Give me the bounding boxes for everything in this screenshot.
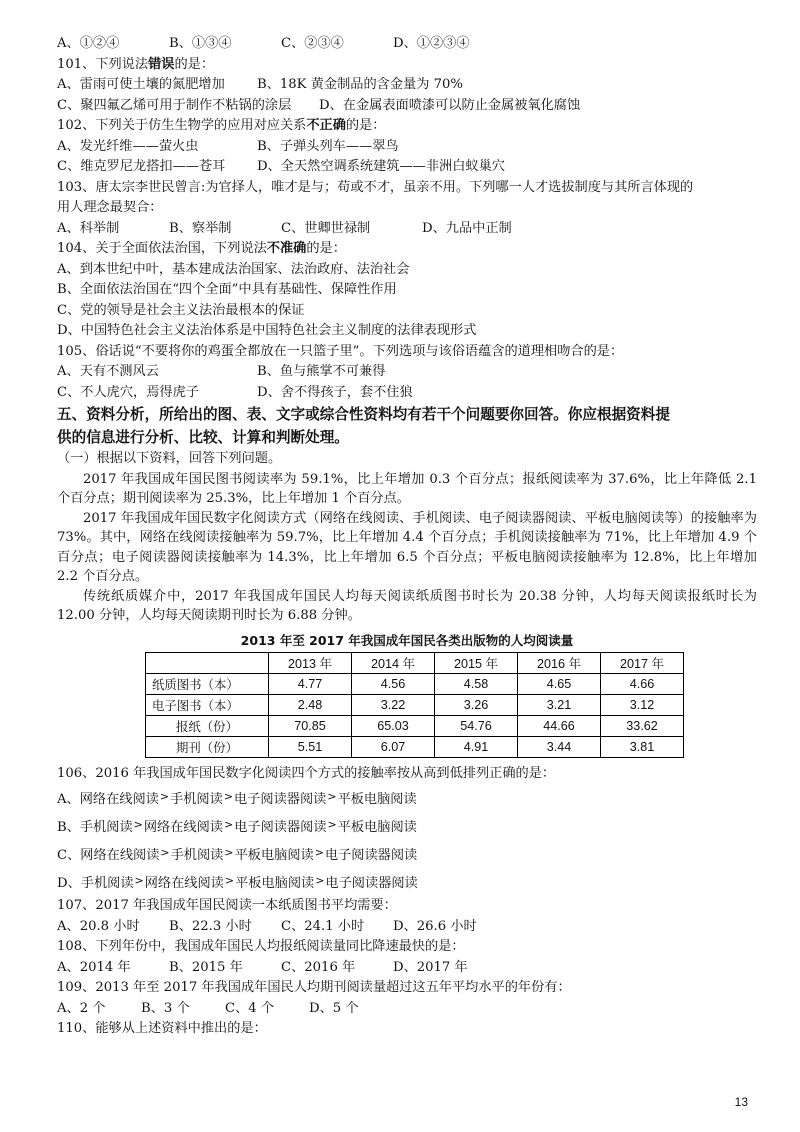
table-col-header: 2013 年 [269, 652, 352, 673]
reading-table [145, 652, 684, 758]
q102-options-row1: A、发光纤维——萤火虫 B、子弹头列车——翠鸟 [57, 138, 399, 154]
paragraph-1: 2017 年我国成年国民图书阅读率为 59.1%，比上年增加 0.3 个百分点；报纸阅读率为 37.6%，比上年降低 2.1 个百分点；期刊阅读率为 25.3%，比上年增加 1 个百分点。 [57, 471, 757, 506]
table-cell: 3.21 [518, 694, 601, 715]
greater-than-sign: > [160, 846, 170, 859]
table-cell: 4.65 [518, 673, 601, 694]
q104-option-d: D、中国特色社会主义法治体系是中国特色社会主义制度的法律表现形式 [57, 323, 477, 338]
option-item: 电子阅读器阅读 [234, 792, 327, 807]
greater-than-sign: > [159, 790, 170, 803]
prev-question-options [57, 34, 757, 55]
question-107: 107、2017 年我国成年国民阅读一本纸质图书平均需要： [57, 898, 397, 913]
table-cell: 3.26 [435, 694, 518, 715]
greater-than-sign: > [224, 874, 235, 887]
q101-options-row2: C、聚四氟乙烯可用于制作不粘锅的涂层 D、在金属表面喷漆可以防止金属被氧化腐蚀 [57, 97, 581, 113]
option-a: A、①②④ [57, 36, 120, 51]
table-cell: 6.07 [352, 736, 435, 757]
q106-options [57, 784, 757, 896]
option-item: 电子阅读器阅读 [325, 876, 418, 891]
table-row [146, 694, 684, 715]
q106-option-c [57, 840, 757, 868]
table-col-header: 2014 年 [352, 652, 435, 673]
section-heading: 五、资料分析，所给出的图、表、文字或综合性资料均有若干个问题要你回答。你应根据资料提 [57, 406, 670, 423]
option-item: 电子阅读器阅读 [324, 848, 418, 863]
q105-options-row2: C、不人虎穴，焉得虎子 D、舍不得孩子，套不住狼 [57, 384, 413, 400]
greater-than-sign: > [223, 790, 234, 803]
q102-options-row2: C、维克罗尼龙搭扣——苍耳 D、全天然空调系统建筑——非洲白蚁巢穴 [57, 159, 505, 174]
table-cell: 4.91 [435, 736, 518, 757]
option-item: 平板电脑阅读 [337, 820, 417, 835]
table-col-header: 2017 年 [601, 652, 684, 673]
option-item: 平板电脑阅读 [234, 848, 314, 863]
q105-options-row1: A、天有不测风云 B、鱼与熊掌不可兼得 [57, 364, 386, 379]
question-102: 102、下列关于仿生生物学的应用对应关系不正确的是： [57, 118, 386, 133]
option-prefix: D、 [57, 876, 81, 891]
q106-option-b [57, 812, 757, 840]
table-row [146, 736, 684, 757]
table-header-row [146, 652, 684, 673]
q104-option-a: A、到本世纪中叶，基本建成法治国家、法治政府、法治社会 [57, 261, 410, 277]
table-cell: 3.44 [518, 736, 601, 757]
question-104: 104、关于全面依法治国，下列说法不准确的是： [57, 241, 346, 256]
greater-than-sign: > [223, 818, 234, 831]
option-prefix: C、 [57, 848, 81, 863]
table-cell: 4.56 [352, 673, 435, 694]
q108-options: A、2014 年 B、2015 年 C、2016 年 D、2017 年 [57, 959, 468, 975]
row-label: 期刊（份） [146, 736, 269, 757]
row-label: 纸质图书（本） [146, 673, 269, 694]
option-item: 手机阅读 [79, 820, 133, 835]
table-cell: 4.77 [269, 673, 352, 694]
row-label: 电子图书（本） [146, 694, 269, 715]
table-cell: 54.76 [435, 715, 518, 736]
q104-option-b: B、全面依法治国在“四个全面”中具有基础性、保障性作用 [57, 282, 397, 297]
option-item: 手机阅读 [170, 848, 224, 863]
question-105: 105、俗话说“不要将你的鸡蛋全都放在一只篮子里”。下列选项与该俗语蕴含的道理相吻合的是： [57, 343, 624, 359]
q106-option-a [57, 784, 757, 812]
option-c: C、②③④ [281, 36, 344, 51]
paragraph-3: 传统纸质媒介中，2017 年我国成年国民人均每天阅读纸质图书时长为 20.38 分钟，人均每天阅读报纸时长为 12.00 分钟，人均每天阅读期刊时长为 6.88 分钟。 [57, 588, 757, 623]
table-cell: 65.03 [352, 715, 435, 736]
option-item: 手机阅读 [80, 876, 134, 891]
option-item: 手机阅读 [170, 792, 223, 807]
question-106: 106、2016 年我国成年国民数字化阅读四个方式的接触率按从高到低排列正确的是： [57, 765, 556, 781]
exam-page [57, 34, 757, 1040]
question-108: 108、下列年份中，我国成年国民人均报纸阅读量同比降速最快的是： [57, 939, 465, 954]
question-103: 103、唐太宗李世民曾言:为官择人，唯才是与；苟或不才，虽亲不用。下列哪一人才选拔制度与其所言体现的 [57, 179, 694, 195]
table-cell: 4.58 [435, 673, 518, 694]
table-cell: 33.62 [601, 715, 684, 736]
option-prefix: B、 [57, 820, 80, 835]
q101-options-row1: A、雷雨可使土壤的氮肥增加 B、18K 黄金制品的含金量为 70% [57, 77, 463, 92]
question-109: 109、2013 年至 2017 年我国成年国民人均期刊阅读量超过这五年平均水平的年份有： [57, 980, 571, 995]
greater-than-sign: > [327, 790, 337, 803]
question-110: 110、能够从上述资料中推出的是： [57, 1021, 267, 1036]
option-item: 平板电脑阅读 [235, 876, 315, 891]
q107-options: A、20.8 小时 B、22.3 小时 C、24.1 小时 D、26.6 小时 [57, 918, 477, 934]
sub-heading: （一）根据以下资料，回答下列问题。 [57, 451, 282, 466]
table-cell: 3.22 [352, 694, 435, 715]
table-cell: 44.66 [518, 715, 601, 736]
page-number: 13 [734, 1095, 748, 1109]
table-title: 2013 年至 2017 年我国成年国民各类出版物的人均阅读量 [240, 632, 574, 648]
option-d: D、①②③④ [393, 36, 470, 51]
table-col-header: 2015 年 [435, 652, 518, 673]
row-label: 报纸（份） [146, 715, 269, 736]
question-101: 101、下列说法错误的是： [57, 56, 215, 72]
table-cell: 5.51 [269, 736, 352, 757]
q109-options: A、2 个 B、3 个 C、4 个 D、5 个 [57, 1000, 359, 1016]
option-item: 平板电脑阅读 [337, 792, 417, 807]
q104-option-c: C、党的领导是社会主义法治最根本的保证 [57, 302, 305, 318]
table-row [146, 673, 684, 694]
greater-than-sign: > [327, 818, 337, 831]
table-cell: 3.12 [601, 694, 684, 715]
option-item: 网络在线阅读 [143, 820, 223, 835]
option-item: 电子阅读器阅读 [234, 820, 327, 835]
greater-than-sign: > [315, 874, 325, 887]
q106-option-d [57, 868, 757, 896]
option-item: 网络在线阅读 [80, 848, 160, 863]
table-col-header: 2016 年 [518, 652, 601, 673]
table-cell: 3.81 [601, 736, 684, 757]
option-item: 网络在线阅读 [144, 876, 224, 891]
option-b: B、①③④ [169, 36, 232, 51]
table-cell: 2.48 [269, 694, 352, 715]
question-103-cont: 用人理念最契合： [57, 200, 163, 215]
greater-than-sign: > [224, 846, 234, 859]
q103-options: A、科举制 B、察举制 C、世卿世禄制 D、九品中正制 [57, 220, 512, 236]
table-corner [146, 652, 269, 673]
section-heading-cont: 供的信息进行分析、比较、计算和判断处理。 [57, 429, 349, 446]
option-prefix: A、 [57, 792, 80, 807]
greater-than-sign: > [134, 874, 144, 887]
table-cell: 70.85 [269, 715, 352, 736]
table-cell: 4.66 [601, 673, 684, 694]
greater-than-sign: > [133, 818, 143, 831]
greater-than-sign: > [314, 846, 324, 859]
paragraph-2: 2017 年我国成年国民数字化阅读方式（网络在线阅读、手机阅读、电子阅读器阅读、平板电脑阅读等）的接触率为 73%。其中，网络在线阅读接触率为 59.7%，比上年增加 4.4 个百分点；手机阅读接触率为 71%，比上年增加 4.9 个百分点；电子阅读器阅读接触率为 14.3%，比上年增加 6.5 个百分点；平板电脑阅读接触率为 12.8%，比上年增加 2.2 个百分点。 [57, 510, 757, 584]
option-item: 网络在线阅读 [79, 792, 159, 807]
table-row [146, 715, 684, 736]
